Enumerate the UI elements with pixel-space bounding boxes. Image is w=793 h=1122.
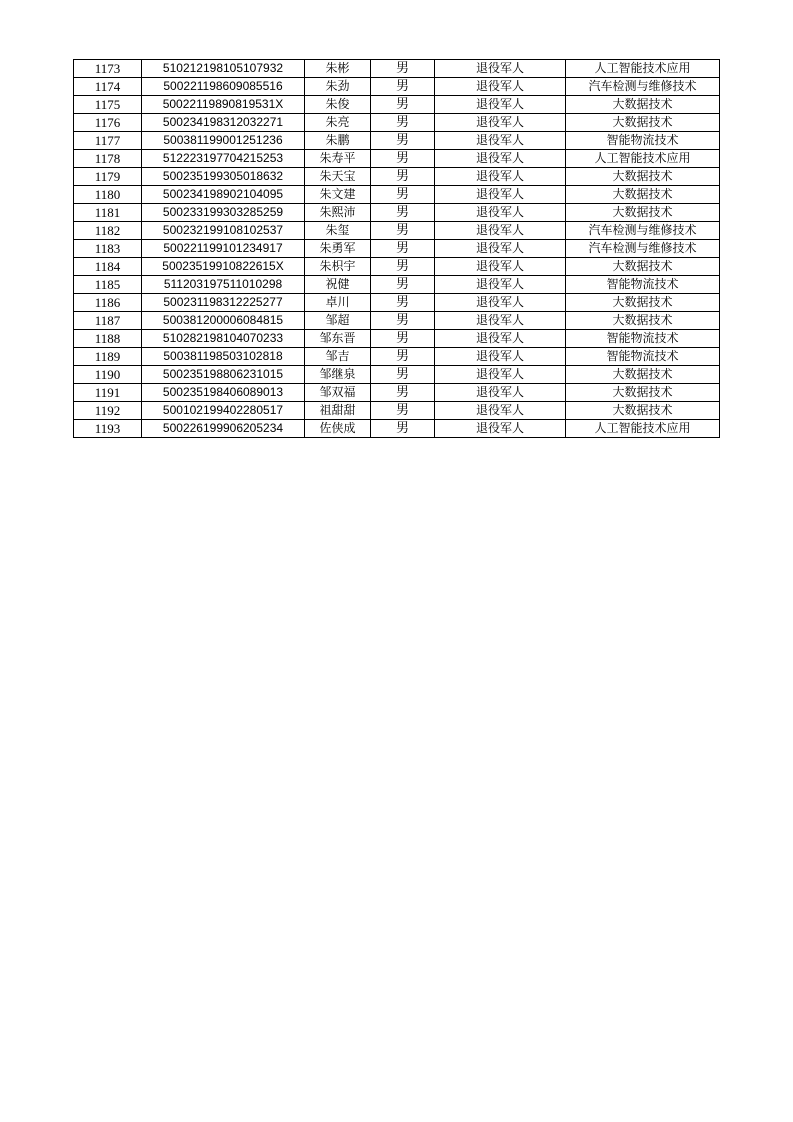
id-number-cell: 500381200006084815 — [142, 312, 305, 330]
major-cell: 智能物流技术 — [566, 348, 720, 366]
id-number-cell: 500235198406089013 — [142, 384, 305, 402]
table-row — [74, 402, 720, 420]
row-number-cell: 1188 — [74, 330, 142, 348]
id-number-cell: 500235199305018632 — [142, 168, 305, 186]
row-number-cell: 1186 — [74, 294, 142, 312]
id-number-cell: 50022119890819531X — [142, 96, 305, 114]
category-cell: 退役军人 — [435, 240, 566, 258]
major-cell: 汽车检测与维修技术 — [566, 240, 720, 258]
table-row — [74, 384, 720, 402]
category-cell: 退役军人 — [435, 60, 566, 78]
row-number-cell: 1177 — [74, 132, 142, 150]
gender-cell: 男 — [371, 204, 435, 222]
table-row — [74, 366, 720, 384]
gender-cell: 男 — [371, 402, 435, 420]
roster-table — [73, 59, 720, 438]
category-cell: 退役军人 — [435, 150, 566, 168]
table-row — [74, 96, 720, 114]
row-number-cell: 1184 — [74, 258, 142, 276]
major-cell: 大数据技术 — [566, 312, 720, 330]
major-cell: 大数据技术 — [566, 384, 720, 402]
person-name-cell: 邹继泉 — [305, 366, 371, 384]
person-name-cell: 佐侠成 — [305, 420, 371, 438]
id-number-cell: 500232199108102537 — [142, 222, 305, 240]
row-number-cell: 1182 — [74, 222, 142, 240]
category-cell: 退役军人 — [435, 258, 566, 276]
table-row — [74, 348, 720, 366]
row-number-cell: 1175 — [74, 96, 142, 114]
id-number-cell: 50023519910822615X — [142, 258, 305, 276]
row-number-cell: 1190 — [74, 366, 142, 384]
row-number-cell: 1179 — [74, 168, 142, 186]
person-name-cell: 朱玺 — [305, 222, 371, 240]
major-cell: 智能物流技术 — [566, 276, 720, 294]
gender-cell: 男 — [371, 348, 435, 366]
id-number-cell: 500381198503102818 — [142, 348, 305, 366]
person-name-cell: 邹吉 — [305, 348, 371, 366]
category-cell: 退役军人 — [435, 312, 566, 330]
id-number-cell: 510282198104070233 — [142, 330, 305, 348]
category-cell: 退役军人 — [435, 186, 566, 204]
major-cell: 大数据技术 — [566, 168, 720, 186]
gender-cell: 男 — [371, 330, 435, 348]
row-number-cell: 1183 — [74, 240, 142, 258]
row-number-cell: 1191 — [74, 384, 142, 402]
gender-cell: 男 — [371, 78, 435, 96]
person-name-cell: 朱彬 — [305, 60, 371, 78]
gender-cell: 男 — [371, 132, 435, 150]
major-cell: 汽车检测与维修技术 — [566, 222, 720, 240]
major-cell: 人工智能技术应用 — [566, 150, 720, 168]
gender-cell: 男 — [371, 60, 435, 78]
row-number-cell: 1192 — [74, 402, 142, 420]
table-row — [74, 312, 720, 330]
table-row — [74, 330, 720, 348]
person-name-cell: 朱熙沛 — [305, 204, 371, 222]
table-row — [74, 168, 720, 186]
person-name-cell: 朱劲 — [305, 78, 371, 96]
person-name-cell: 朱天宝 — [305, 168, 371, 186]
id-number-cell: 500231198312225277 — [142, 294, 305, 312]
row-number-cell: 1181 — [74, 204, 142, 222]
gender-cell: 男 — [371, 114, 435, 132]
category-cell: 退役军人 — [435, 204, 566, 222]
category-cell: 退役军人 — [435, 96, 566, 114]
row-number-cell: 1178 — [74, 150, 142, 168]
person-name-cell: 朱亮 — [305, 114, 371, 132]
person-name-cell: 邹双福 — [305, 384, 371, 402]
gender-cell: 男 — [371, 258, 435, 276]
person-name-cell: 朱勇军 — [305, 240, 371, 258]
table-row — [74, 240, 720, 258]
row-number-cell: 1173 — [74, 60, 142, 78]
row-number-cell: 1193 — [74, 420, 142, 438]
id-number-cell: 511203197511010298 — [142, 276, 305, 294]
category-cell: 退役军人 — [435, 132, 566, 150]
person-name-cell: 邹东晋 — [305, 330, 371, 348]
category-cell: 退役军人 — [435, 222, 566, 240]
id-number-cell: 500221199101234917 — [142, 240, 305, 258]
major-cell: 人工智能技术应用 — [566, 60, 720, 78]
category-cell: 退役军人 — [435, 348, 566, 366]
category-cell: 退役军人 — [435, 366, 566, 384]
category-cell: 退役军人 — [435, 402, 566, 420]
category-cell: 退役军人 — [435, 294, 566, 312]
person-name-cell: 祝健 — [305, 276, 371, 294]
major-cell: 大数据技术 — [566, 258, 720, 276]
id-number-cell: 500381199001251236 — [142, 132, 305, 150]
table-row — [74, 204, 720, 222]
category-cell: 退役军人 — [435, 330, 566, 348]
major-cell: 智能物流技术 — [566, 132, 720, 150]
major-cell: 大数据技术 — [566, 204, 720, 222]
gender-cell: 男 — [371, 366, 435, 384]
person-name-cell: 朱文建 — [305, 186, 371, 204]
gender-cell: 男 — [371, 384, 435, 402]
gender-cell: 男 — [371, 168, 435, 186]
major-cell: 大数据技术 — [566, 294, 720, 312]
id-number-cell: 500102199402280517 — [142, 402, 305, 420]
gender-cell: 男 — [371, 240, 435, 258]
id-number-cell: 512223197704215253 — [142, 150, 305, 168]
major-cell: 汽车检测与维修技术 — [566, 78, 720, 96]
major-cell: 人工智能技术应用 — [566, 420, 720, 438]
table-row — [74, 132, 720, 150]
person-name-cell: 祖甜甜 — [305, 402, 371, 420]
person-name-cell: 朱枳宇 — [305, 258, 371, 276]
table-row — [74, 78, 720, 96]
id-number-cell: 500235198806231015 — [142, 366, 305, 384]
major-cell: 大数据技术 — [566, 96, 720, 114]
table-row — [74, 150, 720, 168]
id-number-cell: 500226199906205234 — [142, 420, 305, 438]
roster-body — [74, 60, 720, 438]
table-row — [74, 60, 720, 78]
row-number-cell: 1176 — [74, 114, 142, 132]
major-cell: 大数据技术 — [566, 114, 720, 132]
gender-cell: 男 — [371, 186, 435, 204]
category-cell: 退役军人 — [435, 384, 566, 402]
category-cell: 退役军人 — [435, 114, 566, 132]
table-row — [74, 114, 720, 132]
table-row — [74, 420, 720, 438]
row-number-cell: 1174 — [74, 78, 142, 96]
row-number-cell: 1187 — [74, 312, 142, 330]
gender-cell: 男 — [371, 420, 435, 438]
gender-cell: 男 — [371, 276, 435, 294]
category-cell: 退役军人 — [435, 168, 566, 186]
category-cell: 退役军人 — [435, 420, 566, 438]
person-name-cell: 朱俊 — [305, 96, 371, 114]
gender-cell: 男 — [371, 294, 435, 312]
id-number-cell: 500234198902104095 — [142, 186, 305, 204]
table-row — [74, 276, 720, 294]
gender-cell: 男 — [371, 312, 435, 330]
person-name-cell: 朱寿平 — [305, 150, 371, 168]
gender-cell: 男 — [371, 96, 435, 114]
major-cell: 智能物流技术 — [566, 330, 720, 348]
category-cell: 退役军人 — [435, 276, 566, 294]
major-cell: 大数据技术 — [566, 366, 720, 384]
row-number-cell: 1185 — [74, 276, 142, 294]
id-number-cell: 500233199303285259 — [142, 204, 305, 222]
major-cell: 大数据技术 — [566, 186, 720, 204]
row-number-cell: 1180 — [74, 186, 142, 204]
table-row — [74, 222, 720, 240]
table-row — [74, 258, 720, 276]
gender-cell: 男 — [371, 150, 435, 168]
person-name-cell: 邹超 — [305, 312, 371, 330]
gender-cell: 男 — [371, 222, 435, 240]
table-row — [74, 294, 720, 312]
table-row — [74, 186, 720, 204]
id-number-cell: 500221198609085516 — [142, 78, 305, 96]
major-cell: 大数据技术 — [566, 402, 720, 420]
person-name-cell: 卓川 — [305, 294, 371, 312]
id-number-cell: 510212198105107932 — [142, 60, 305, 78]
row-number-cell: 1189 — [74, 348, 142, 366]
id-number-cell: 500234198312032271 — [142, 114, 305, 132]
category-cell: 退役军人 — [435, 78, 566, 96]
person-name-cell: 朱鹏 — [305, 132, 371, 150]
